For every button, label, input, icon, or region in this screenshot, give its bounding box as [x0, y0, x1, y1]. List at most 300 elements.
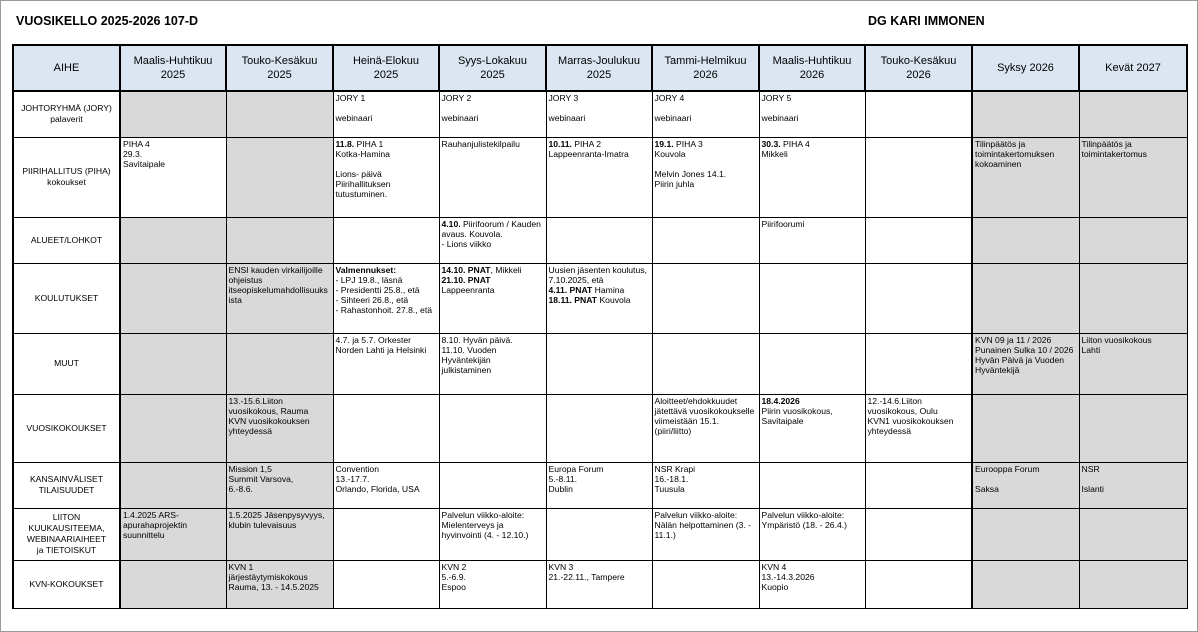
calendar-cell	[759, 560, 865, 608]
cell-text: webinaari	[335, 113, 373, 124]
row-topic	[13, 217, 120, 263]
cell-text: KVN 3	[548, 561, 574, 572]
cell-text: Tilinpäätös ja	[975, 138, 1026, 149]
cell-text: 11.10. Vuoden	[441, 344, 497, 355]
column-header-year: 2025	[267, 69, 292, 81]
column-header	[759, 45, 865, 91]
row-topic-label: ALUEET/LOHKOT	[30, 234, 103, 245]
calendar-cell	[333, 333, 439, 394]
calendar-cell	[226, 462, 333, 508]
calendar-cell	[120, 91, 226, 137]
column-header-label: Heinä-Elokuu	[352, 55, 420, 67]
cell-text: Ympäristö (18. - 26.4.)	[761, 520, 847, 531]
cell-line	[975, 335, 1077, 345]
cell-line	[975, 149, 1077, 159]
cell-line	[762, 139, 863, 149]
cell-line	[336, 464, 437, 474]
calendar-cell	[226, 394, 333, 462]
cell-text: Mikkeli	[761, 148, 788, 159]
cell-line	[1082, 345, 1185, 355]
cell-text: Mielenterveys ja	[441, 520, 504, 531]
cell-line	[655, 93, 757, 103]
cell-line	[975, 159, 1077, 169]
column-header-year: 2026	[693, 69, 718, 81]
calendar-cell	[652, 263, 759, 333]
cell-line	[442, 365, 544, 375]
cell-line	[336, 159, 437, 169]
cell-line	[762, 510, 863, 520]
row-topic-label: ja TIETOISKUT	[36, 545, 97, 556]
row-topic-label: KOULUTUKSET	[34, 292, 99, 303]
cell-text: Kouvola	[597, 295, 631, 306]
cell-text: Palvelun viikko-aloite:	[761, 509, 845, 520]
calendar-cell	[865, 91, 972, 137]
calendar-cell	[972, 91, 1079, 137]
cell-line	[442, 103, 544, 113]
row-topic-label: VUOSIKOKOUKSET	[26, 422, 107, 433]
cell-text: , Mikkeli	[490, 264, 522, 275]
cell-line	[549, 113, 650, 123]
cell-bold-text: Valmennukset:	[335, 264, 397, 275]
cell-text: Hyvän Päivä ja Vuoden	[975, 355, 1065, 366]
cell-text: ENSI kauden virkailijoille	[228, 264, 323, 275]
row-topic-label: MUUT	[54, 358, 79, 369]
row-topic	[13, 462, 120, 508]
cell-line	[229, 265, 331, 275]
cell-text: - Presidentti 25.8., etä	[335, 285, 420, 296]
cell-line	[1082, 474, 1185, 484]
cell-text: yhteydessä	[228, 426, 272, 437]
cell-line	[1082, 335, 1185, 345]
cell-line	[442, 335, 544, 345]
cell-line	[762, 103, 863, 113]
row-topic-label: TILAISUUDET	[38, 485, 95, 496]
cell-line	[762, 416, 863, 426]
cell-bold-text: 4.11. PNAT	[548, 285, 593, 296]
cell-line	[975, 365, 1077, 375]
cell-line	[868, 396, 970, 406]
cell-text: Hyväntekijä	[975, 365, 1020, 376]
calendar-cell	[439, 91, 546, 137]
page-title: VUOSIKELLO 2025-2026 107-D	[16, 14, 199, 28]
calendar-cell	[865, 137, 972, 217]
calendar-cell	[439, 137, 546, 217]
cell-line	[655, 159, 757, 169]
cell-text: Mission 1,5	[228, 463, 272, 474]
table-row	[13, 560, 1187, 608]
calendar-cell	[865, 263, 972, 333]
cell-text: Piirin juhla	[654, 179, 695, 190]
cell-line	[655, 149, 757, 159]
cell-text: Lappeenranta	[441, 285, 495, 296]
cell-text: Lappeenranta-Imatra	[548, 148, 629, 159]
cell-text: Savitaipale	[761, 416, 804, 427]
calendar-cell	[226, 91, 333, 137]
calendar-cell	[120, 462, 226, 508]
row-topic	[13, 91, 120, 137]
cell-line	[549, 139, 650, 149]
cell-text: Aloitteet/ehdokkuudet	[654, 395, 738, 406]
calendar-cell	[759, 263, 865, 333]
cell-line	[336, 103, 437, 113]
calendar-cell	[759, 394, 865, 462]
cell-line	[762, 149, 863, 159]
calendar-cell	[865, 462, 972, 508]
calendar-cell	[1079, 263, 1187, 333]
cell-text: yhteydessä	[867, 426, 911, 437]
row-topic-label: JOHTORYHMÄ (JORY)	[21, 103, 112, 114]
cell-line	[229, 510, 331, 520]
cell-line	[442, 139, 544, 149]
cell-line	[975, 484, 1077, 494]
column-header-year: 2025	[480, 69, 505, 81]
calendar-cell	[546, 217, 652, 263]
cell-line	[655, 484, 757, 494]
cell-text: Palvelun viikko-aloite:	[654, 509, 738, 520]
calendar-cell	[439, 263, 546, 333]
calendar-cell	[1079, 462, 1187, 508]
cell-line	[229, 582, 331, 592]
calendar-cell	[546, 91, 652, 137]
cell-line	[655, 113, 757, 123]
cell-text: PIHA 3	[673, 138, 703, 149]
cell-line	[229, 562, 331, 572]
cell-line	[336, 265, 437, 275]
calendar-cell	[226, 560, 333, 608]
calendar-cell	[652, 91, 759, 137]
cell-line	[655, 510, 757, 520]
cell-line	[442, 345, 544, 355]
calendar-cell	[1079, 508, 1187, 560]
calendar-cell	[759, 137, 865, 217]
cell-line	[229, 474, 331, 484]
cell-line	[975, 345, 1077, 355]
cell-text: Eurooppa Forum	[975, 463, 1040, 474]
calendar-cell	[972, 560, 1079, 608]
calendar-cell	[120, 217, 226, 263]
calendar-cell	[546, 263, 652, 333]
cell-line	[655, 139, 757, 149]
cell-line	[549, 265, 650, 275]
cell-line	[229, 406, 331, 416]
cell-text: Savitaipale	[123, 158, 166, 169]
cell-text: 8.10. Hyvän päivä.	[441, 334, 513, 345]
cell-line	[336, 295, 437, 305]
cell-line	[442, 572, 544, 582]
cell-text: webinaari	[761, 113, 799, 124]
column-header-label: Maalis-Huhtikuu	[772, 55, 852, 67]
cell-text: 29.3.	[123, 148, 143, 159]
cell-text: 1.4.2025 ARS-	[123, 509, 179, 520]
cell-bold-text: 21.10. PNAT	[441, 274, 491, 285]
cell-text: Kouvola	[654, 148, 686, 159]
calendar-cell	[333, 263, 439, 333]
cell-line	[229, 285, 331, 295]
cell-text: Tilinpäätös ja	[1081, 138, 1132, 149]
calendar-cell	[1079, 333, 1187, 394]
calendar-cell	[120, 560, 226, 608]
cell-bold-text: 4.10.	[441, 218, 461, 229]
cell-text: JORY 4	[654, 93, 685, 103]
calendar-cell	[546, 462, 652, 508]
calendar-cell	[1079, 137, 1187, 217]
cell-text: 13.-17.7.	[335, 474, 370, 484]
cell-line	[655, 474, 757, 484]
cell-text: KVN vuosikokouksen	[228, 416, 310, 427]
row-topic-label: PIIRIHALLITUS (PIHA)	[22, 166, 111, 177]
cell-text: Saksa	[975, 484, 999, 494]
cell-text: 6.-8.6.	[228, 484, 253, 495]
cell-line	[975, 355, 1077, 365]
cell-text: 12.-14.6.Liiton	[867, 395, 922, 406]
column-header-year: 2025	[160, 69, 186, 81]
cell-line	[868, 416, 970, 426]
calendar-cell	[120, 394, 226, 462]
cell-line	[975, 474, 1077, 484]
cell-line	[442, 265, 544, 275]
cell-text: Piirin vuosikokous,	[761, 405, 833, 416]
cell-text: ohjeistus	[228, 274, 263, 285]
table-row	[13, 333, 1187, 394]
cell-bold-text: 14.10. PNAT	[441, 264, 491, 275]
cell-line	[442, 355, 544, 365]
calendar-cell	[439, 333, 546, 394]
calendar-cell	[439, 394, 546, 462]
cell-text: Convention	[335, 463, 379, 474]
cell-line	[549, 149, 650, 159]
cell-line	[336, 345, 437, 355]
column-header	[546, 45, 652, 91]
cell-text: Piirifoorum / Kauden	[460, 218, 541, 229]
cell-line	[442, 520, 544, 530]
calendar-cell	[759, 462, 865, 508]
column-header	[865, 45, 972, 91]
cell-text: vuosikokous, Oulu	[867, 405, 938, 416]
cell-text: Nälän helpottaminen (3. -	[654, 520, 751, 531]
calendar-cell	[120, 333, 226, 394]
cell-bold-text: 18.11. PNAT	[548, 295, 598, 306]
row-topic-label: palaverit	[50, 114, 83, 125]
cell-line	[549, 474, 650, 484]
cell-text: 7.10.2025, etä	[548, 274, 604, 285]
cell-line	[442, 285, 544, 295]
cell-text: Rauhanjulistekilpailu	[441, 138, 520, 149]
calendar-cell	[865, 217, 972, 263]
column-header-label: AIHE	[53, 62, 80, 74]
cell-line	[123, 530, 224, 540]
cell-line	[549, 103, 650, 113]
cell-text: (piiri/liitto)	[654, 426, 692, 437]
column-header-label: Syksy 2026	[997, 62, 1054, 74]
cell-text: Kuopio	[761, 582, 789, 593]
calendar-cell	[226, 508, 333, 560]
cell-line	[442, 93, 544, 103]
cell-text: Piirihallituksen	[335, 179, 391, 190]
cell-line	[442, 530, 544, 540]
calendar-cell	[439, 508, 546, 560]
calendar-cell	[652, 137, 759, 217]
column-header	[439, 45, 546, 91]
calendar-cell	[333, 508, 439, 560]
cell-bold-text: 30.3.	[761, 138, 781, 149]
cell-line	[336, 149, 437, 159]
cell-bold-text: 10.11.	[548, 138, 572, 149]
cell-text: Norden Lahti ja Helsinki	[335, 344, 427, 355]
year-calendar-table	[12, 44, 1188, 609]
cell-line	[229, 572, 331, 582]
cell-line	[655, 103, 757, 113]
cell-text: järjestäytymiskokous	[228, 572, 308, 583]
calendar-cell	[865, 560, 972, 608]
cell-text: - LPJ 19.8., läsnä	[335, 274, 403, 285]
cell-text: PIHA 1	[354, 138, 384, 149]
cell-text: PIHA 2	[571, 138, 602, 149]
cell-line	[655, 530, 757, 540]
cell-text: Hyväntekijän	[441, 355, 491, 366]
cell-line	[762, 406, 863, 416]
cell-line	[655, 426, 757, 436]
table-row	[13, 91, 1187, 137]
cell-text: 21.-22.11., Tampere	[548, 572, 625, 583]
cell-line	[655, 396, 757, 406]
cell-text: 16.-18.1.	[654, 474, 689, 484]
cell-line	[655, 179, 757, 189]
cell-line	[229, 275, 331, 285]
cell-text: - Rahastonhoit. 27.8., etä	[335, 305, 433, 316]
cell-line	[762, 582, 863, 592]
cell-text: apurahaprojektin	[123, 520, 188, 531]
cell-text: Rauma, 13. - 14.5.2025	[228, 582, 319, 593]
cell-line	[549, 464, 650, 474]
calendar-cell	[546, 137, 652, 217]
cell-line	[975, 464, 1077, 474]
cell-text: Lions- päivä	[335, 168, 382, 179]
row-topic	[13, 508, 120, 560]
row-topic	[13, 560, 120, 608]
cell-text: klubin tulevaisuus	[228, 520, 297, 531]
cell-text: Palvelun viikko-aloite:	[441, 509, 525, 520]
cell-text: JORY 1	[335, 93, 366, 103]
cell-line	[549, 93, 650, 103]
cell-text: Tuusula	[654, 484, 685, 495]
column-header-label: Kevät 2027	[1105, 62, 1161, 74]
calendar-cell	[333, 137, 439, 217]
cell-text: NSR	[1081, 463, 1100, 474]
cell-text: 5.-8.11.	[548, 474, 578, 484]
cell-line	[655, 464, 757, 474]
cell-line	[442, 113, 544, 123]
cell-text: 4.7. ja 5.7. Orkester	[335, 334, 411, 345]
calendar-cell	[546, 560, 652, 608]
column-header	[120, 45, 226, 91]
cell-text: toimintakertomus	[1081, 148, 1147, 159]
calendar-cell	[972, 462, 1079, 508]
column-header-year: 2026	[906, 69, 931, 81]
cell-text: - Sihteeri 26.8., etä	[335, 295, 409, 306]
cell-line	[762, 93, 863, 103]
cell-line	[868, 406, 970, 416]
cell-text: vuosikokous, Rauma	[228, 405, 309, 416]
table-row	[13, 462, 1187, 508]
cell-line	[442, 275, 544, 285]
calendar-cell	[333, 560, 439, 608]
calendar-cell	[1079, 217, 1187, 263]
cell-line	[975, 139, 1077, 149]
cell-line	[655, 406, 757, 416]
cell-line	[762, 113, 863, 123]
cell-text: Kotka-Hamina	[335, 148, 390, 159]
calendar-cell	[226, 137, 333, 217]
calendar-cell	[759, 91, 865, 137]
cell-text: Dublin	[548, 484, 573, 495]
cell-text: KVN 4	[761, 561, 787, 572]
calendar-cell	[652, 508, 759, 560]
cell-line	[442, 510, 544, 520]
calendar-cell	[120, 508, 226, 560]
column-header-label: Syys-Lokakuu	[457, 55, 528, 67]
cell-text: 13.-15.6.Liiton	[228, 395, 283, 406]
calendar-cell	[759, 333, 865, 394]
cell-text: julkistaminen	[441, 365, 492, 376]
cell-text: KVN 09 ja 11 / 2026	[975, 334, 1052, 345]
column-header-label: Touko-Kesäkuu	[241, 55, 318, 67]
cell-text: toimintakertomuksen	[975, 148, 1055, 159]
calendar-cell	[226, 217, 333, 263]
cell-line	[123, 149, 224, 159]
cell-text: NSR Krapi	[654, 463, 696, 474]
cell-text: 5.-6.9.	[441, 572, 466, 583]
calendar-cell	[972, 394, 1079, 462]
cell-line	[229, 295, 331, 305]
calendar-cell	[1079, 394, 1187, 462]
row-topic	[13, 137, 120, 217]
cell-line	[336, 305, 437, 315]
cell-line	[655, 416, 757, 426]
calendar-cell	[1079, 560, 1187, 608]
calendar-cell	[972, 137, 1079, 217]
calendar-cell	[439, 217, 546, 263]
table-row	[13, 217, 1187, 263]
column-header	[972, 45, 1079, 91]
cell-line	[549, 275, 650, 285]
column-header-label: Tammi-Helmikuu	[664, 55, 747, 67]
column-header-year: 2025	[586, 69, 612, 81]
cell-text: KVN1 vuosikokouksen	[867, 416, 954, 427]
cell-text: KVN 1	[228, 561, 254, 572]
row-topic	[13, 394, 120, 462]
cell-text: webinaari	[654, 113, 692, 124]
calendar-cell	[333, 462, 439, 508]
calendar-cell	[759, 508, 865, 560]
cell-text: Uusien jäsenten koulutus,	[548, 264, 647, 275]
calendar-cell	[652, 462, 759, 508]
column-header-label: Marras-Joulukuu	[558, 55, 640, 67]
column-header-label: Touko-Kesäkuu	[880, 55, 957, 67]
cell-text: webinaari	[548, 113, 586, 124]
cell-text: PIHA 4	[123, 138, 150, 149]
cell-line	[549, 562, 650, 572]
calendar-cell	[120, 263, 226, 333]
cell-text: webinaari	[441, 113, 479, 124]
cell-line	[229, 464, 331, 474]
calendar-cell	[226, 263, 333, 333]
calendar-cell	[439, 560, 546, 608]
cell-line	[549, 295, 650, 305]
cell-line	[336, 285, 437, 295]
cell-line	[549, 484, 650, 494]
column-header	[652, 45, 759, 91]
column-header	[1079, 45, 1187, 91]
